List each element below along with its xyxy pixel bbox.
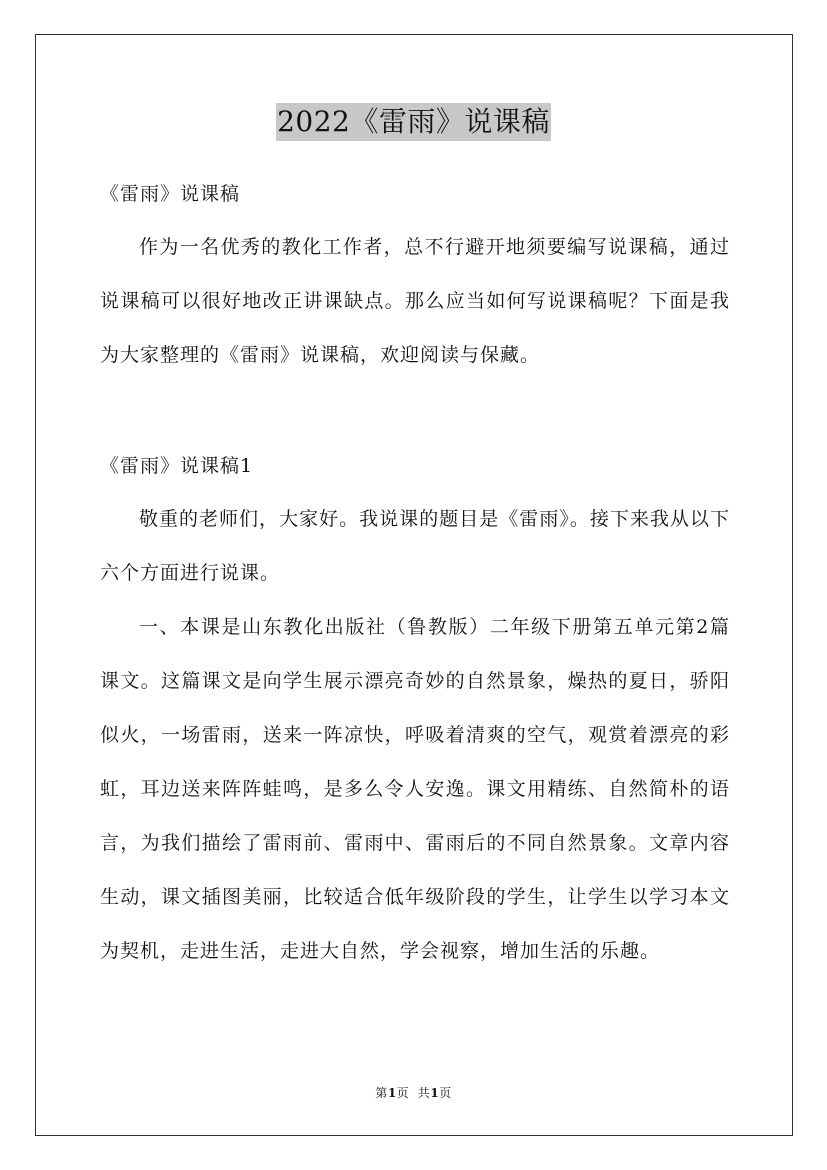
footer-mid: 页 共	[396, 1086, 431, 1100]
body-paragraph-2: 一、本课是山东教化出版社（鲁教版）二年级下册第五单元第2篇课文。这篇课文是向学生展示漂亮奇妙的自然景象，燥热的夏日，骄阳似火，一场雷雨，送来一阵凉快，呼吸着清爽的空气，观赏着漂亮的彩虹，耳边送来阵阵蛙鸣，是多么令人安逸。课文用精练、自然简朴的语言，为我们描绘了雷雨前、雷雨中、雷雨后的不同自然景象。文章内容生动，课文插图美丽，比较适合低年级阶段的学生，让学生以学习本文为契机，走进生活，走进大自然，学会视察，增加生活的乐趣。	[100, 616, 730, 962]
footer-suffix: 页	[439, 1086, 452, 1100]
page-footer	[0, 1084, 827, 1101]
footer-total-pages: 1	[430, 1086, 440, 1100]
document-title: 2022《雷雨》说课稿	[276, 103, 551, 141]
intro-paragraph: 作为一名优秀的教化工作者，总不行避开地须要编写说课稿，通过说课稿可以很好地改正讲课缺点。那么应当如何写说课稿呢？下面是我为大家整理的《雷雨》说课稿，欢迎阅读与保藏。	[100, 236, 730, 366]
title-container	[0, 103, 827, 141]
body-paragraph-1: 敬重的老师们，大家好。我说课的题目是《雷雨》。接下来我从以下六个方面进行说课。	[100, 508, 730, 584]
section-heading: 《雷雨》说课稿1	[100, 455, 254, 477]
footer-page-number: 1	[387, 1086, 397, 1100]
footer-prefix: 第	[375, 1086, 388, 1100]
document-subtitle: 《雷雨》说课稿	[100, 183, 241, 205]
